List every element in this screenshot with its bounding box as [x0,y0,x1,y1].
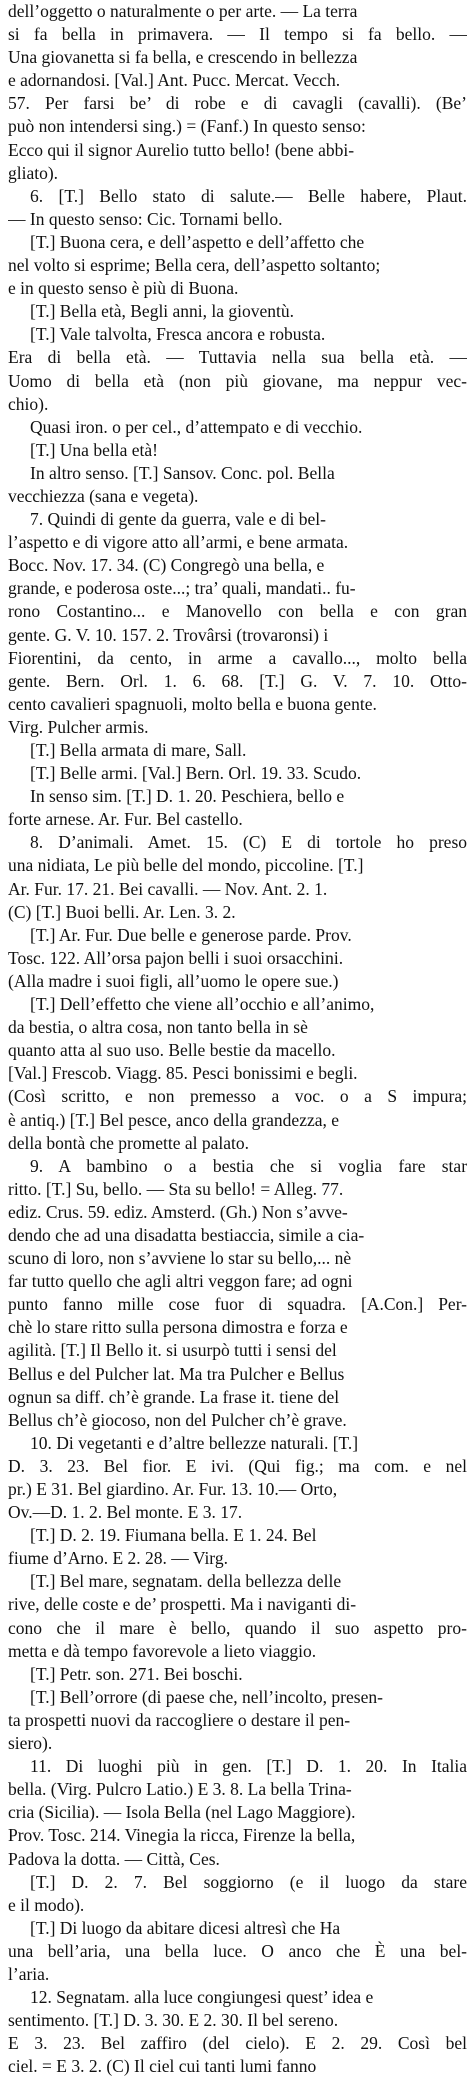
text-line: Uomo di bella età (non più giovane, ma neppur vec- [8,370,467,391]
text-line: dendo che ad una disadatta bestiaccia, simile a cia- [8,1224,365,1245]
text-line: far tutto quello che agli altri veggon fare; ad ogni [8,1271,353,1292]
text-line: [T.] Bella età, Begli anni, la gioventù. [30,301,295,322]
text-line: forte arnese. Ar. Fur. Bel castello. [8,809,243,830]
text-line: ediz. Crus. 59. ediz. Amsterd. (Gh.) Non s’avve- [8,1201,348,1222]
text-line: e in questo senso è più di Buona. [8,278,239,299]
text-line: 11. Di luoghi più in gen. [T.] D. 1. 20. In Italia [30,1756,467,1777]
text-line: [T.] Petr. son. 271. Bei boschi. [30,1663,243,1684]
text-line: Era di bella età. — Tuttavia nella sua bella età. — [8,347,467,368]
text-line: 12. Segnatam. alla luce congiungesi quest’ idea e [30,1987,374,2008]
text-line: Ecco qui il signor Aurelio tutto bello! (bene abbi- [8,139,355,160]
text-line: gente. G. V. 10. 157. 2. Trovârsi (trovaronsi) i [8,624,329,645]
text-line: [T.] Ar. Fur. Due belle e generose parde. Prov. [30,924,352,945]
text-line: In senso sim. [T.] D. 1. 20. Peschiera, bello e [30,786,345,807]
text-line: punto fanno mille cose fuor di squadra. [A.Con.] Per- [8,1294,467,1315]
text-line: nel volto si esprime; Bella cera, dell’aspetto soltanto; [8,255,381,276]
text-line: [T.] Bella armata di mare, Sall. [30,740,247,760]
text-line: si fa bella in primavera. — Il tempo si fa bello. — [8,24,467,45]
text-line: l’aria. [8,1963,50,1984]
text-line: rive, delle coste e de’ prospetti. Ma i naviganti di- [8,1594,357,1615]
text-line: [T.] Di luogo da abitare dicesi altresì che Ha [30,1917,341,1938]
text-line: [T.] Belle armi. [Val.] Bern. Orl. 19. 33. Scudo. [30,763,362,784]
text-line: [T.] Una bella età! [30,439,158,460]
dictionary-column [8,0,467,2078]
text-line: E 3. 23. Bel zaffiro (del cielo). E 2. 29. Così bel [8,2033,467,2054]
text-line: e adornandosi. [Val.] Ant. Pucc. Mercat. Vecch. [8,70,341,91]
text-line: ritto. [T.] Su, bello. — Sta su bello! = Alleg. 77. [8,1178,344,1199]
text-line: Virg. Pulcher armis. [8,716,149,737]
text-line: [T.] Buona cera, e dell’aspetto e dell’affetto che [30,231,365,252]
text-line: (Alla madre i suoi figli, all’uomo le opere sue.) [8,970,339,991]
text-line: dell’oggetto o naturalmente o per arte. — La terra [8,1,358,21]
text-line: una nidiata, Le più belle del mondo, piccoline. [T.] [8,855,364,876]
text-line: da bestia, o altra cosa, non tanto bella in sè [8,1017,308,1038]
text-line: Ov.—D. 1. 2. Bel montе. E 3. 17. [8,1502,243,1523]
text-line: (C) [T.] Buoi belli. Ar. Len. 3. 2. [8,901,236,922]
text-line: cono che il mare è bello, quando il suo aspetto pro- [8,1617,467,1638]
text-line: (Così scritto, e non premesso a voc. o a S impura; [8,1086,467,1107]
text-line: può non intendersi sing.) = (Fanf.) In questo senso: [8,116,366,137]
text-line: vecchiezza (sana e vegeta). [8,485,199,506]
text-line: 10. Di vegetanti e d’altre bellezze naturali. [T.] [30,1432,359,1453]
text-line: della bontà che promette al palato. [8,1132,250,1153]
text-line: [T.] Bell’orrore (di paese che, nell’incolto, presen- [30,1686,383,1707]
text-line: 9. A bambino o a bestia che si voglia fare star [30,1155,467,1176]
text-line: metta e dà tempo favorevole a lieto viaggio. [8,1640,317,1661]
text-line: [T.] D. 2. 19. Fiumana bella. E 1. 24. Bel [30,1525,317,1546]
text-line: e il modo). [8,1894,85,1915]
text-line: Una giovanetta si fa bella, e crescendo in bellezza [8,47,358,68]
text-line: scuno di loro, non s’avviene lo star su bello,... nè [8,1248,352,1269]
text-line: chè lo stare ritto sulla persona dimostra e forza e [8,1317,348,1338]
text-line: ciel. = E 3. 2. (C) Il ciel cui tanti lumi fanno [8,2056,317,2077]
text-line: 8. D’animali. Amet. 15. (C) E di tortole ho preso [30,832,467,853]
text-line: ognun sa diff. ch’è grande. La frase it. tiene del [8,1386,340,1407]
text-line: Fiorentini, da cento, in arme a cavallo..., molto bella [8,647,467,668]
text-line: D. 3. 23. Bel fior. E ivi. (Qui fig.; ma com. e nel [8,1455,467,1476]
text-line: Bocc. Nov. 17. 34. (C) Congregò una bella, e [8,555,325,576]
text-line: una bell’aria, una bella luce. O anco che È una bel- [8,1940,467,1961]
text-line: [Val.] Frescob. Viagg. 85. Pesci bonissimi e begli. [8,1063,358,1084]
text-line: gente. Bern. Orl. 1. 6. 68. [T.] G. V. 7. 10. Otto- [8,670,467,691]
text-line: ta prospetti nuovi da raccogliere o destare il pen- [8,1709,351,1730]
text-line: Ar. Fur. 17. 21. Bei cavalli. — Nov. Ant. 2. 1. [8,878,328,899]
text-line: 6. [T.] Bello stato di salute.— Belle habere, Plaut. [30,185,467,206]
text-line: In altro senso. [T.] Sansov. Conc. pol. Bella [30,462,335,483]
text-line: cento cavalieri spagnuoli, molto bella e buona gente. [8,693,377,714]
text-line: bella. (Virg. Pulcro Latio.) E 3. 8. La bella Trina- [8,1779,352,1800]
text-line: Quasi iron. o per cel., d’attempato e di vecchio. [30,416,363,437]
text-line: 57. Per farsi be’ di robe e di cavagli (cavalli). (Be’ [8,93,467,114]
text-line: agilità. [T.] Il Bello it. si usurpò tutti i sensi del [8,1340,337,1361]
text-line: Tosc. 122. All’orsa pajon belli i suoi orsacchini. [8,947,344,968]
text-line: gliato). [8,162,59,183]
text-line: siero). [8,1733,53,1754]
text-line: Bellus e del Pulcher lat. Ma tra Pulcher e Bellus [8,1363,345,1384]
text-line: rono Costantino... e Manovello con bella e con gran [8,601,467,622]
text-line: [T.] D. 2. 7. Bel soggiorno (e il luogo da stare [30,1871,467,1892]
text-line: sentimento. [T.] D. 3. 30. E 2. 30. Il bel sereno. [8,2010,339,2031]
text-line: Bellus ch’è giocoso, non del Pulcher ch’è grave. [8,1409,347,1430]
text-line: fiume d’Arno. E 2. 28. — Virg. [8,1548,228,1569]
text-line: l’aspetto e di vigore atto all’armi, e bene armata. [8,532,349,553]
text-line: Padova la dotta. — Città, Ces. [8,1848,220,1869]
text-line: [T.] Vale talvolta, Fresca ancora e robusta. [30,324,326,345]
text-line: chio). [8,393,49,414]
text-line: è antiq.) [T.] Bel pesce, anco della grandezza, e [8,1109,340,1130]
text-line: cria (Sicilia). — Isola Bella (nel Lago Maggiore). [8,1802,356,1823]
text-line: grande, e poderosa oste...; tra’ quali, mandati.. fu- [8,578,356,599]
text-line: quanto atta al suo uso. Belle bestie da macello. [8,1040,336,1061]
text-line: — In questo senso: Cic. Tornami bello. [8,208,283,229]
text-line: 7. Quindi di gente da guerra, vale e di bel- [30,509,326,530]
text-line: Prov. Tosc. 214. Vinegia la ricca, Firenze la bella, [8,1825,356,1846]
text-line: pr.) E 31. Bel giardino. Ar. Fur. 13. 10.— Orto, [8,1479,338,1499]
text-line: [T.] Dell’effetto che viene all’occhio e all’animo, [30,994,375,1015]
text-line: [T.] Bel mare, segnatam. della bellezza delle [30,1571,342,1592]
